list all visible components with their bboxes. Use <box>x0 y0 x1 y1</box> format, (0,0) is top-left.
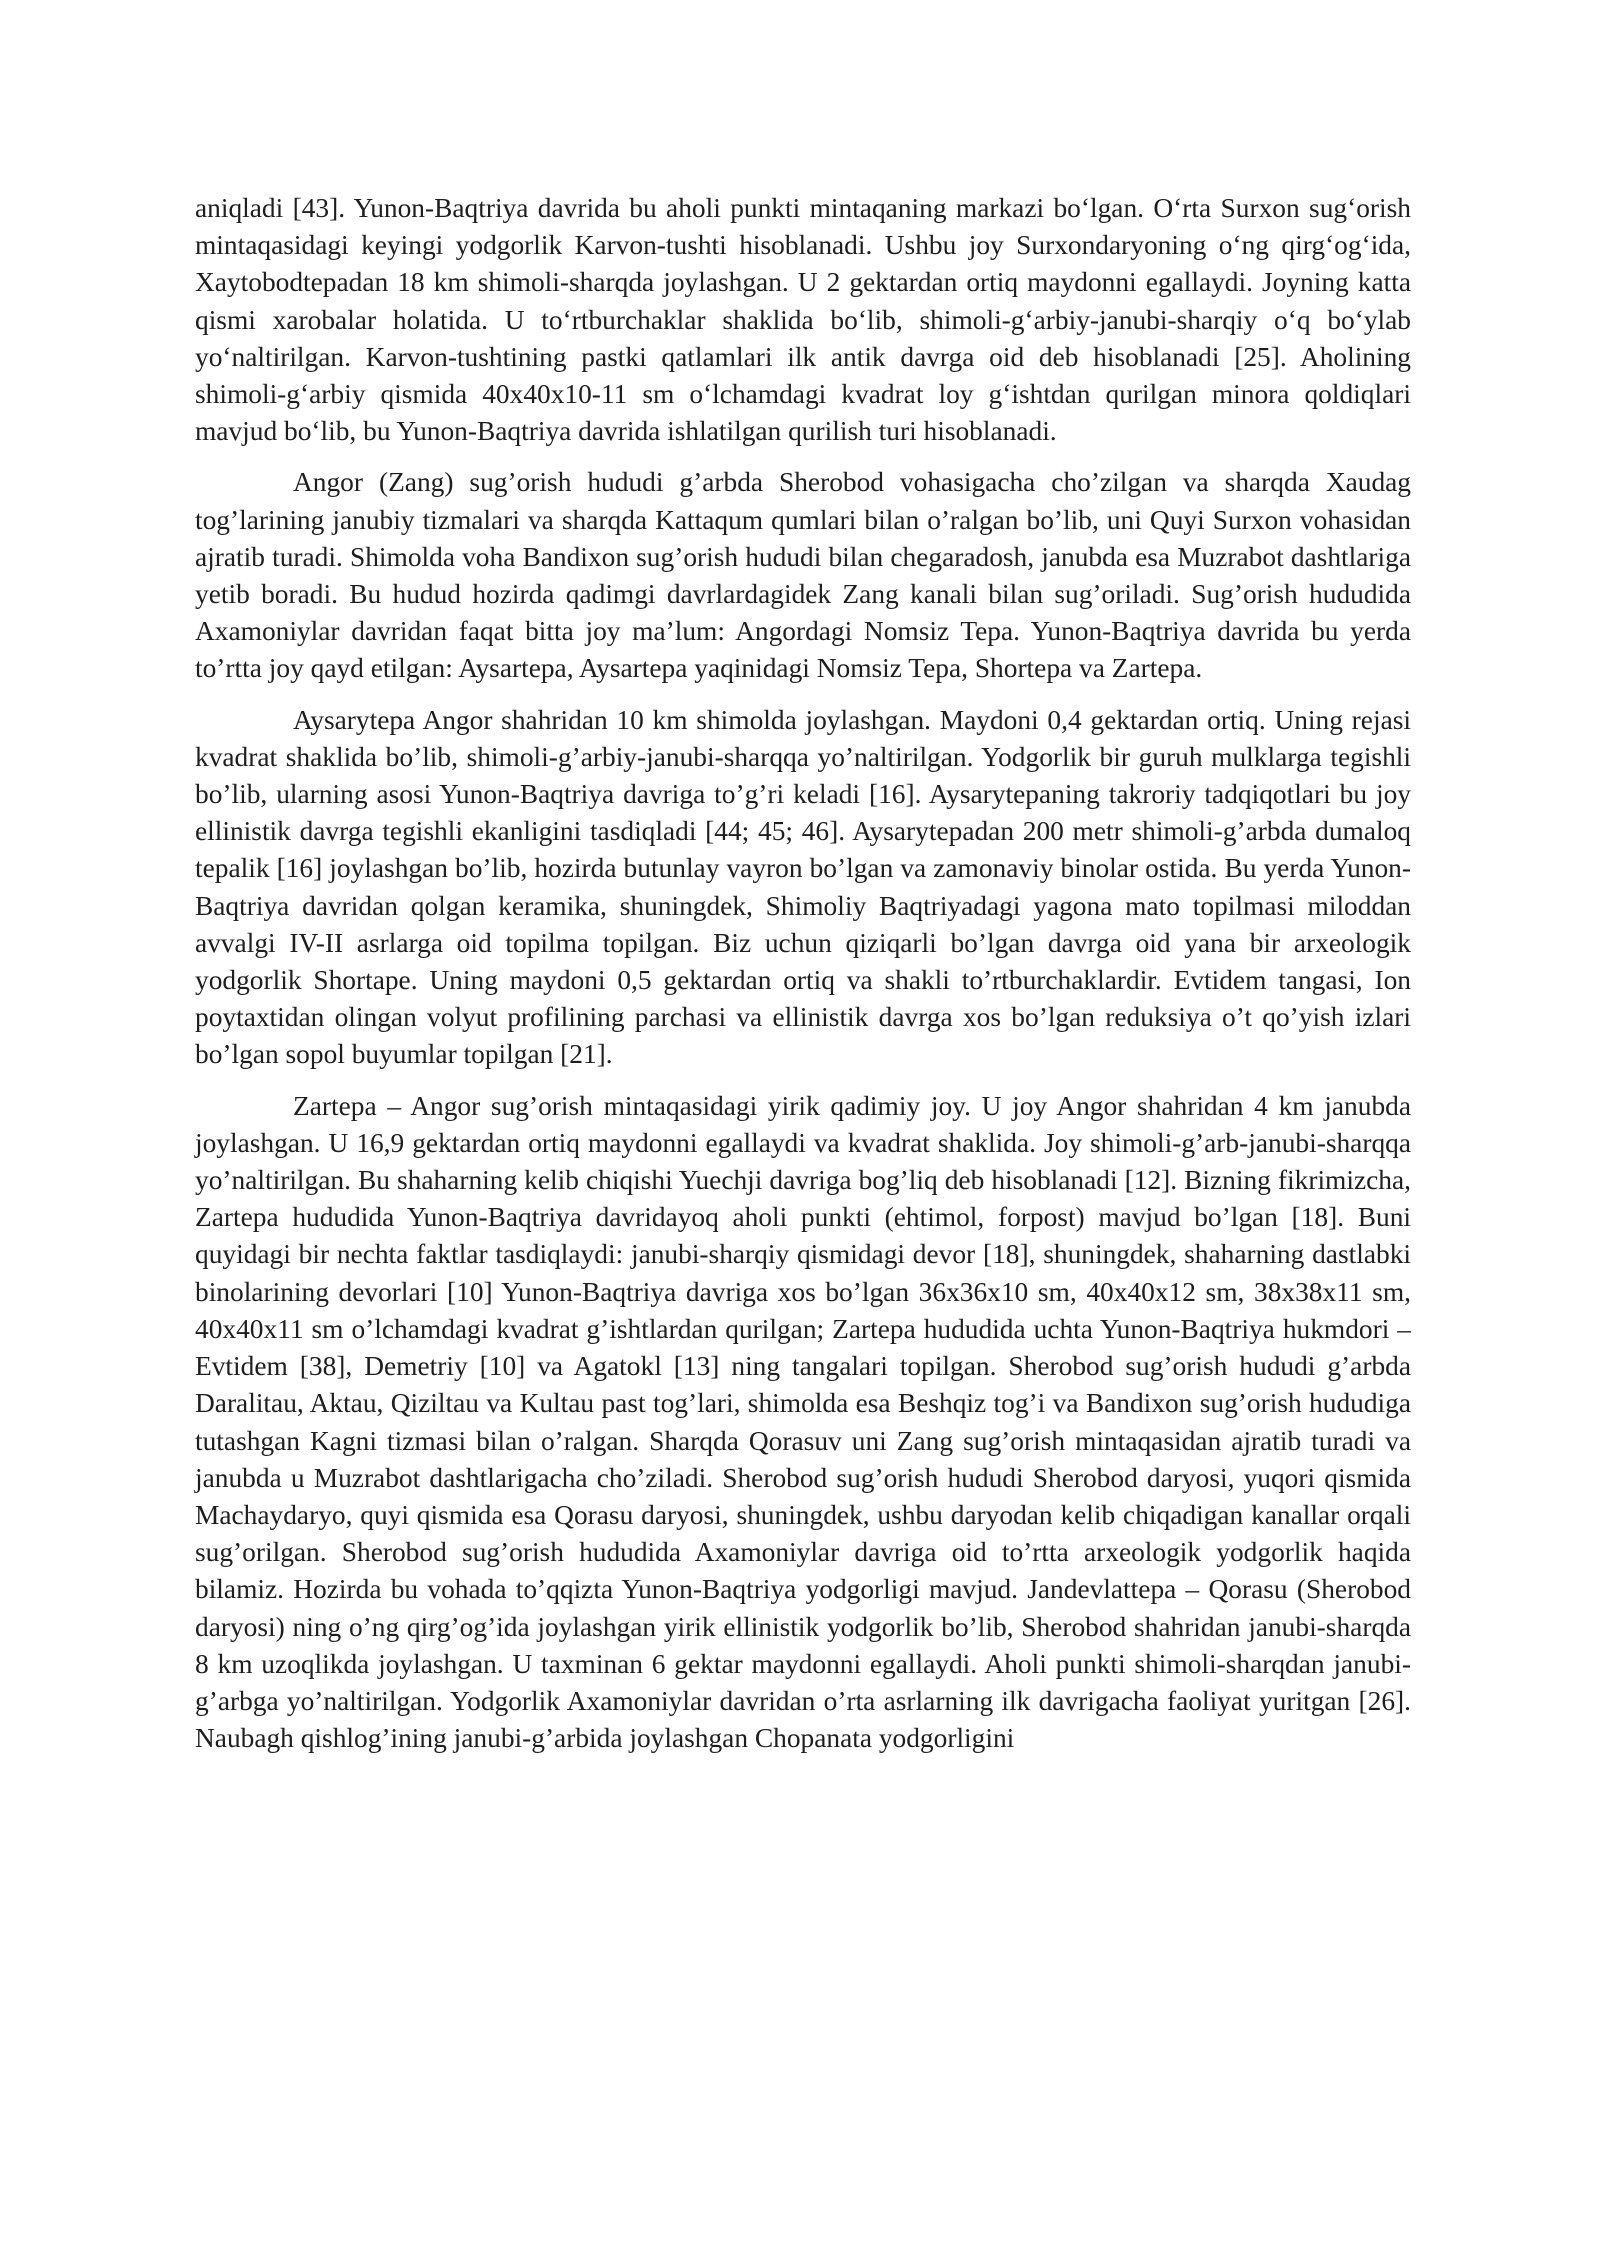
document-page <box>195 190 1411 1771</box>
paragraph-zartepa: Zartepa – Angor sug’orish mintaqasidagi yirik qadimiy joy. U joy Angor shahridan 4 km janubda joylashgan. U 16,9 gektardan ortiq maydonni egallaydi va kvadrat shaklida. Joy shimoli-g’arb-janubi-sharqqa yo’naltirilgan. Bu shaharning kelib chiqishi Yuechji davriga bog’liq deb hisoblanadi [12]. Bizning fikrimizcha, Zartepa hududida Yunon-Baqtriya davridayoq aholi punkti (ehtimol, forpost) mavjud bo’lgan [18]. Buni quyidagi bir nechta faktlar tasdiqlaydi: janubi-sharqiy qismidagi devor [18], shuningdek, shaharning dastlabki binolarining devorlari [10] Yunon-Baqtriya davriga xos bo’lgan 36x36x10 sm, 40x40x12 sm, 38x38x11 sm, 40x40x11 sm o’lchamdagi kvadrat g’ishtlardan qurilgan; Zartepa hududida uchta Yunon-Baqtriya hukmdori – Evtidem [38], Demetriy [10] va Agatokl [13] ning tangalari topilgan. Sherobod sug’orish hududi g’arbda Daralitau, Aktau, Qiziltau va Kultau past tog’lari, shimolda esa Beshqiz tog’i va Bandixon sug’orish hududiga tutashgan Kagni tizmasi bilan o’ralgan. Sharqda Qorasuv uni Zang sug’orish mintaqasidan ajratib turadi va janubda u Muzrabot dashtlarigacha cho’ziladi. Sherobod sug’orish hududi Sherobod daryosi, yuqori qismida Machaydaryo, quyi qismida esa Qorasu daryosi, shuningdek, ushbu daryodan kelib chiqadigan kanallar orqali sug’orilgan. Sherobod sug’orish hududida Axamoniylar davriga oid to’rtta arxeologik yodgorlik haqida bilamiz. Hozirda bu vohada to’qqizta Yunon-Baqtriya yodgorligi mavjud. Jandevlattepa – Qorasu (Sherobod daryosi) ning o’ng qirg’og’ida joylashgan yirik ellinistik yodgorlik bo’lib, Sherobod shahridan janubi-sharqda 8 km uzoqlikda joylashgan. U taxminan 6 gektar maydonni egallaydi. Aholi punkti shimoli-sharqdan janubi-g’arbga yo’naltirilgan. Yodgorlik Axamoniylar davridan o’rta asrlarning ilk davrigacha faoliyat yuritgan [26]. Naubagh qishlog’ining janubi-g’arbida joylashgan Chopanata yodgorligini <box>195 1090 1411 1754</box>
paragraph-angor-irrigation: Angor (Zang) sug’orish hududi g’arbda Sherobod vohasigacha cho’zilgan va sharqda Xaudag tog’larining janubiy tizmalari va sharqda Kattaqum qumlari bilan o’ralgan bo’lib, uni Quyi Surxon vohasidan ajratib turadi. Shimolda voha Bandixon sug’orish hududi bilan chegaradosh, janubda esa Muzrabot dashtlariga yetib boradi. Bu hudud hozirda qadimgi davrlardagidek Zang kanali bilan sug’oriladi. Sug’orish hududida Axamoniylar davridan faqat bitta joy ma’lum: Angordagi Nomsiz Tepa. Yunon-Baqtriya davrida bu yerda to’rtta joy qayd etilgan: Aysartepa, Aysartepa yaqinidagi Nomsiz Tepa, Shortepa va Zartepa. <box>195 467 1411 684</box>
paragraph-aysarytepa: Aysarytepa Angor shahridan 10 km shimolda joylashgan. Maydoni 0,4 gektardan ortiq. Uning rejasi kvadrat shaklida bo’lib, shimoli-g’arbiy-janubi-sharqqa yo’naltirilgan. Yodgorlik bir guruh mulklarga tegishli bo’lib, ularning asosi Yunon-Baqtriya davriga to’g’ri keladi [16]. Aysarytepaning takroriy tadqiqotlari bu joy ellinistik davrga tegishli ekanligini tasdiqladi [44; 45; 46]. Aysarytepadan 200 metr shimoli-g’arbda dumaloq tepalik [16] joylashgan bo’lib, hozirda butunlay vayron bo’lgan va zamonaviy binolar ostida. Bu yerda Yunon-Baqtriya davridan qolgan keramika, shuningdek, Shimoliy Baqtriyadagi yagona mato topilmasi miloddan avvalgi IV-II asrlarga oid topilma topilgan. Biz uchun qiziqarli bo’lgan davrga oid yana bir arxeologik yodgorlik Shortape. Uning maydoni 0,5 gektardan ortiq va shakli to’rtburchaklardir. Evtidem tangasi, Ion poytaxtidan olingan volyut profilining parchasi va ellinistik davrga xos bo’lgan reduksiya o’t qo’yish izlari bo’lgan sopol buyumlar topilgan [21]. <box>195 704 1411 1070</box>
paragraph-karvon-tushti: aniqladi [43]. Yunon-Baqtriya davrida bu aholi punkti mintaqaning markazi bo‘lgan. O‘rta Surxon sug‘orish mintaqasidagi keyingi yodgorlik Karvon-tushti hisoblanadi. Ushbu joy Surxondaryoning o‘ng qirg‘og‘ida, Xaytobodtepadan 18 km shimoli-sharqda joylashgan. U 2 gektardan ortiq maydonni egallaydi. Joyning katta qismi xarobalar holatida. U to‘rtburchaklar shaklida bo‘lib, shimoli-g‘arbiy-janubi-sharqiy o‘q bo‘ylab yo‘naltirilgan. Karvon-tushtining pastki qatlamlari ilk antik davrga oid deb hisoblanadi [25]. Aholining shimoli-g‘arbiy qismida 40x40x10-11 sm o‘lchamdagi kvadrat loy g‘ishtdan qurilgan minora qoldiqlari mavjud bo‘lib, bu Yunon-Baqtriya davrida ishlatilgan qurilish turi hisoblanadi. <box>195 193 1411 447</box>
